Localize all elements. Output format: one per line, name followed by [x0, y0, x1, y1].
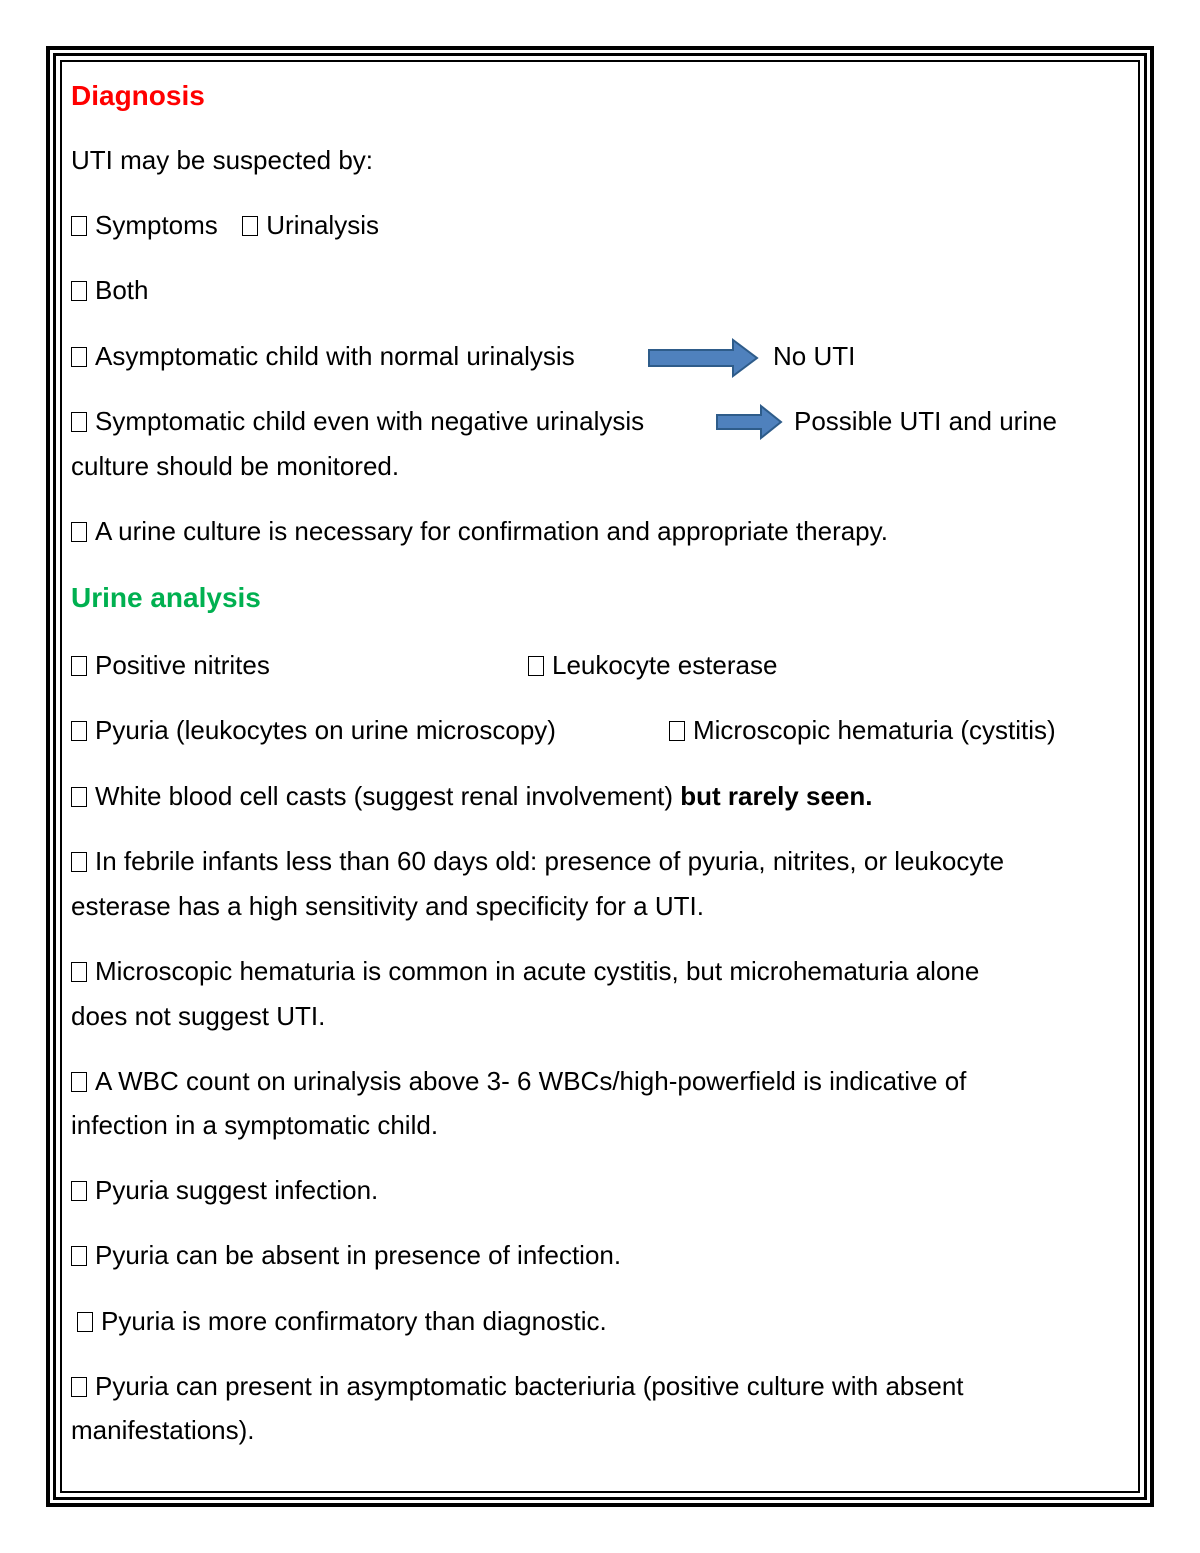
diagnosis-heading: Diagnosis: [71, 80, 205, 111]
list-item: [71, 1364, 964, 1408]
febrile-text: In febrile infants less than 60 days old: presence of pyuria, nitrites, or leukocyte: [95, 846, 1005, 876]
right-arrow-icon: [715, 404, 783, 440]
hematuria-text: Microscopic hematuria (cystitis): [693, 715, 1056, 745]
right-arrow-icon: [647, 338, 759, 378]
urine-analysis-heading: Urine analysis: [71, 582, 261, 613]
bullet-box-icon: [669, 721, 685, 741]
list-item: [71, 1233, 621, 1277]
list-item: [669, 708, 1056, 752]
wbc-casts-text: White blood cell casts (suggest renal involvement): [95, 781, 674, 811]
list-item: [71, 708, 556, 752]
bullet-box-icon: [71, 281, 87, 301]
intro-text: UTI may be suspected by:: [71, 145, 374, 175]
bullet-box-icon: [71, 1246, 87, 1266]
pyuria-confirmatory-text: Pyuria is more confirmatory than diagnostic.: [101, 1306, 607, 1336]
pyuria-bacteriuria-text: Pyuria can present in asymptomatic bacteriuria (positive culture with absent: [95, 1371, 964, 1401]
possible-uti-text: Possible UTI and urine: [794, 406, 1058, 436]
bullet-box-icon: [71, 216, 87, 236]
list-item: [71, 268, 149, 312]
bullet-box-icon: [71, 522, 87, 542]
pyuria-absent-text: Pyuria can be absent in presence of infection.: [95, 1240, 622, 1270]
bullet-box-icon: [77, 1312, 93, 1332]
bullet-box-icon: [71, 412, 87, 432]
bullet-box-icon: [71, 347, 87, 367]
list-item: [71, 509, 888, 553]
pyuria-bacteriuria-cont-text: manifestations).: [71, 1415, 255, 1445]
bullet-box-icon: [71, 656, 87, 676]
no-uti-text: No UTI: [773, 341, 856, 371]
bullet-box-icon: [242, 216, 258, 236]
list-item: [71, 774, 872, 818]
bullet-box-icon: [71, 721, 87, 741]
bullet-box-icon: [71, 1377, 87, 1397]
symptoms-text: Symptoms: [95, 210, 218, 240]
pyuria-micro-text: Pyuria (leukocytes on urine microscopy): [95, 715, 556, 745]
bullet-box-icon: [71, 852, 87, 872]
list-item: [77, 1299, 607, 1343]
list-item: [71, 203, 379, 247]
leukocyte-text: Leukocyte esterase: [552, 650, 778, 680]
febrile-cont-text: esterase has a high sensitivity and specificity for a UTI.: [71, 891, 704, 921]
wbc-count-cont-text: infection in a symptomatic child.: [71, 1110, 439, 1140]
hematuria-cont-text: does not suggest UTI.: [71, 1001, 326, 1031]
pyuria-infection-text: Pyuria suggest infection.: [95, 1175, 379, 1205]
list-item: [71, 399, 644, 443]
bullet-box-icon: [71, 787, 87, 807]
culture-text: A urine culture is necessary for confirmation and appropriate therapy.: [95, 516, 888, 546]
bullet-box-icon: [71, 962, 87, 982]
bullet-box-icon: [71, 1072, 87, 1092]
list-item: [71, 1168, 378, 1212]
list-item: [71, 949, 979, 993]
list-item: [71, 334, 575, 378]
list-item: [71, 643, 270, 687]
hematuria-common-text: Microscopic hematuria is common in acute cystitis, but microhematuria alone: [95, 956, 980, 986]
list-item: [71, 839, 1004, 883]
list-item: [71, 1059, 966, 1103]
urinalysis-text: Urinalysis: [266, 210, 379, 240]
bullet-box-icon: [528, 656, 544, 676]
nitrites-text: Positive nitrites: [95, 650, 270, 680]
wbc-count-text: A WBC count on urinalysis above 3- 6 WBCs/high-powerfield is indicative of: [95, 1066, 967, 1096]
asymptomatic-text: Asymptomatic child with normal urinalysis: [95, 341, 575, 371]
rarely-seen-text: but rarely seen.: [680, 781, 873, 811]
symptomatic-text: Symptomatic child even with negative urinalysis: [95, 406, 645, 436]
both-text: Both: [95, 275, 149, 305]
symptomatic-cont-text: culture should be monitored.: [71, 451, 400, 481]
bullet-box-icon: [71, 1181, 87, 1201]
list-item: [528, 643, 777, 687]
